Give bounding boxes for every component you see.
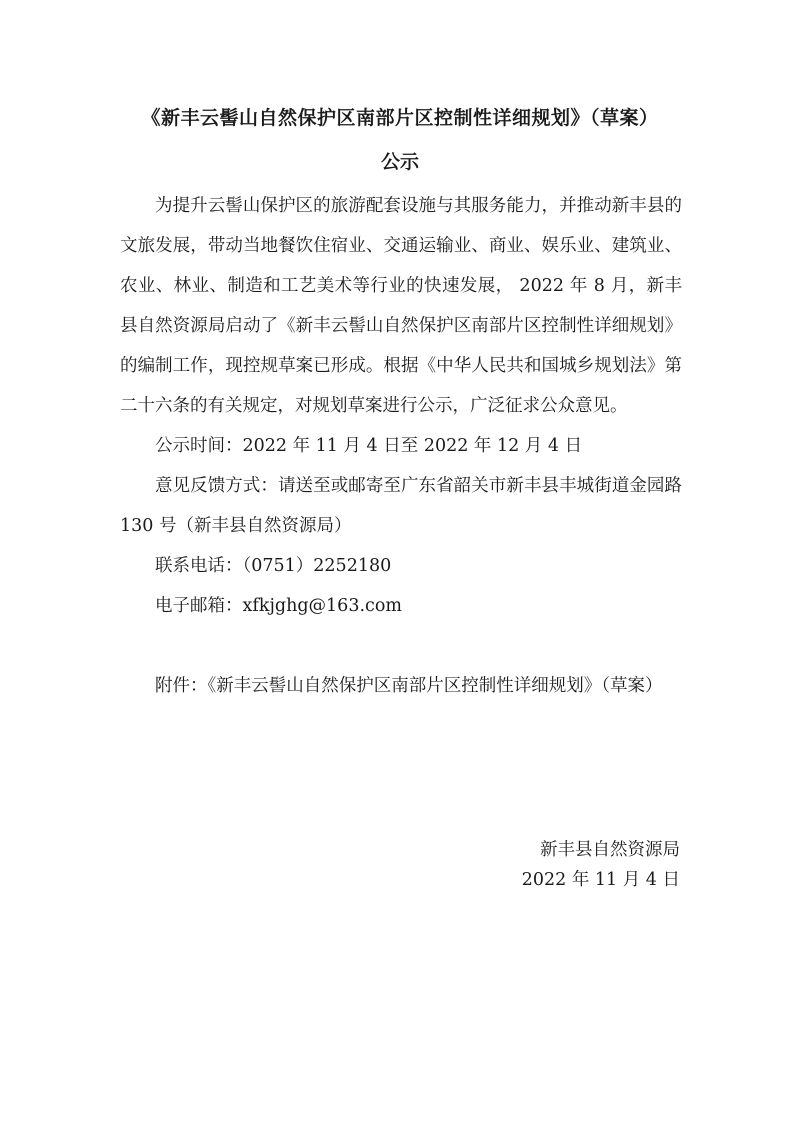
feedback-method: 意见反馈方式：请送至或邮寄至广东省韶关市新丰县丰城街道金园路 130 号（新丰县自然资源局） <box>120 476 682 536</box>
signature-block <box>522 835 680 895</box>
contact-phone: 联系电话：（0751）2252180 <box>155 556 392 576</box>
contact-email: 电子邮箱：xfkjghg@163.com <box>155 596 402 616</box>
document-body <box>120 186 682 706</box>
intro-paragraph: 为提升云髻山保护区的旅游配套设施与其服务能力，并推动新丰县的文旅发展，带动当地餐饮住宿业、交通运输业、商业、娱乐业、建筑业、农业、林业、制造和工艺美术等行业的快速发展， 2022 年 8 月，新丰县自然资源局启动了《新丰云髻山自然保护区南部片区控制性详细规划》的编制工作，现控规草案已形成。根据《中华人民共和国城乡规划法》第二十六条的有关规定，对规划草案进行公示，广泛征求公众意见。 <box>120 196 682 416</box>
issuer-name: 新丰县自然资源局 <box>540 840 680 860</box>
issue-date: 2022 年 11 月 4 日 <box>521 870 680 890</box>
publicity-period: 公示时间：2022 年 11 月 4 日至 2022 年 12 月 4 日 <box>155 436 583 456</box>
document-title: 《新丰云髻山自然保护区南部片区控制性详细规划》（草案） <box>141 107 659 129</box>
document-subtitle: 公示 <box>380 151 419 173</box>
attachment-note: 附件：《新丰云髻山自然保护区南部片区控制性详细规划》（草案） <box>155 676 663 696</box>
